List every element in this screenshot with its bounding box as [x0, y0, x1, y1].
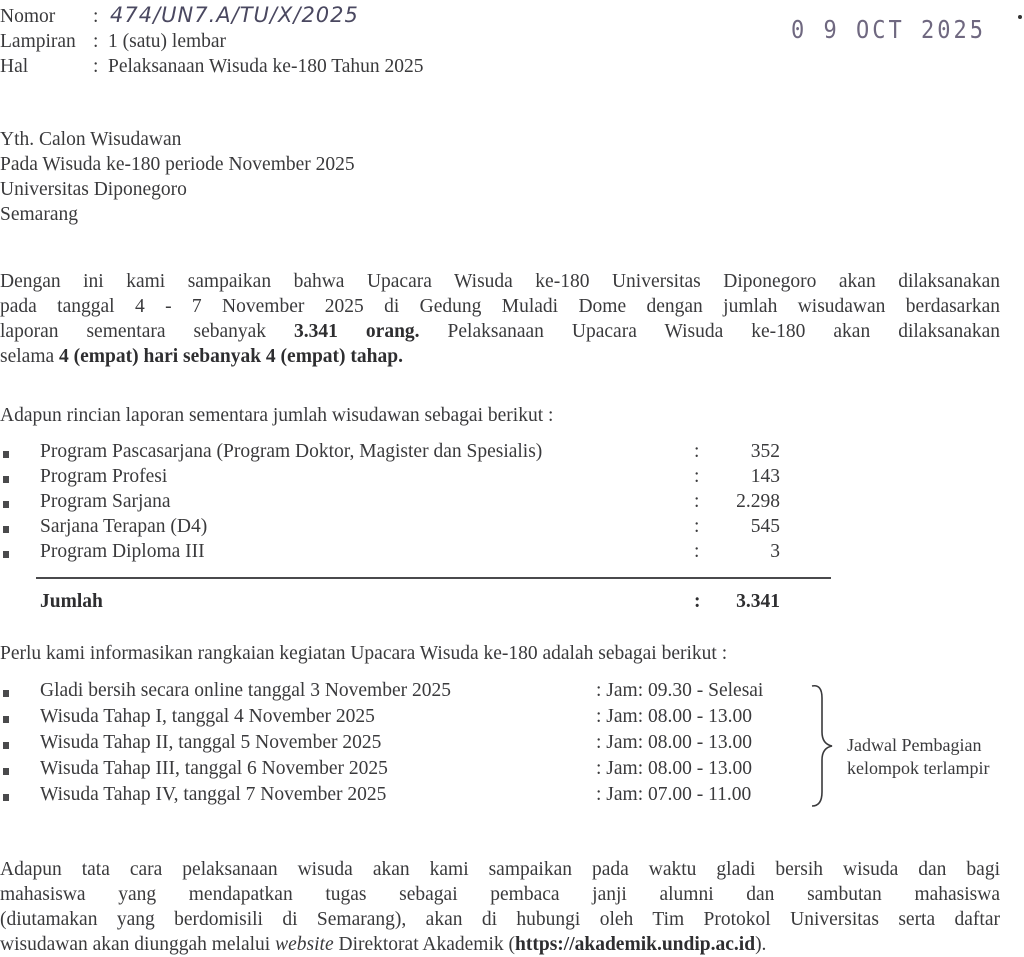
bullet-icon — [3, 794, 9, 801]
paragraph-line: pada tanggal 4 - 7 November 2025 di Gedung Muladi Dome dengan jumlah wisudawan berdasarkan — [0, 296, 1000, 317]
graduates-intro: Adapun rincian laporan sementara jumlah wisudawan sebagai berikut : — [0, 405, 554, 426]
total-divider — [36, 577, 831, 579]
graduate-total-highlight: 3.341 orang. — [294, 321, 420, 342]
field-value-hal: Pelaksanaan Wisuda ke-180 Tahun 2025 — [108, 56, 424, 77]
recipient-line: Yth. Calon Wisudawan — [0, 129, 182, 150]
total-value: 3.341 — [736, 591, 780, 612]
program-count: 545 — [750, 516, 780, 537]
event-name: Wisuda Tahap II, tanggal 5 November 2025 — [40, 732, 382, 753]
program-name: Program Profesi — [40, 466, 168, 487]
field-value-nomor: 474/UN7.A/TU/X/2025 — [110, 3, 359, 27]
program-name: Program Diploma III — [40, 541, 205, 562]
field-value-lampiran: 1 (satu) lembar — [108, 31, 227, 52]
bullet-icon — [3, 501, 9, 508]
field-separator: : — [93, 56, 99, 77]
bullet-icon — [3, 690, 9, 697]
event-time: : Jam: 08.00 - 13.00 — [596, 706, 752, 727]
akademik-website-link[interactable]: https://akademik.undip.ac.id — [515, 934, 756, 955]
field-label-hal: Hal — [0, 56, 29, 77]
row-separator: : — [694, 441, 700, 462]
duration-highlight: 4 (empat) hari sebanyak 4 (empat) tahap. — [59, 346, 403, 367]
scan-mark — [1018, 15, 1022, 19]
field-label-nomor: Nomor — [0, 6, 56, 27]
paragraph-line: Adapun tata cara pelaksanaan wisuda akan kami sampaikan pada waktu gladi bersih wisuda dan bagi — [0, 859, 1000, 880]
row-separator: : — [694, 466, 700, 487]
row-separator: : — [694, 541, 700, 562]
event-name: Wisuda Tahap IV, tanggal 7 November 2025 — [40, 784, 387, 805]
paragraph-line: selama 4 (empat) hari sebanyak 4 (empat) tahap. — [0, 346, 403, 367]
paragraph-line: mahasiswa yang mendapatkan tugas sebagai pembaca janji alumni dan sambutan mahasiswa — [0, 884, 1000, 905]
right-brace-icon — [808, 680, 838, 812]
field-separator: : — [93, 6, 99, 27]
bullet-icon — [3, 551, 9, 558]
recipient-line: Universitas Diponegoro — [0, 179, 187, 200]
event-time: : Jam: 08.00 - 13.00 — [596, 732, 752, 753]
program-count: 143 — [750, 466, 780, 487]
bullet-icon — [3, 742, 9, 749]
event-time: : Jam: 09.30 - Selesai — [596, 680, 764, 701]
field-label-lampiran: Lampiran — [0, 31, 76, 52]
recipient-line: Pada Wisuda ke-180 periode November 2025 — [0, 154, 355, 175]
paragraph-line: wisudawan akan diunggah melalui website Direktorat Akademik (https://akademik.undip.ac.id). — [0, 934, 767, 955]
schedule-note-line: Jadwal Pembagian — [847, 735, 982, 755]
paragraph-line: Dengan ini kami sampaikan bahwa Upacara Wisuda ke-180 Universitas Diponegoro akan dilaksanakan — [0, 271, 1000, 292]
bullet-icon — [3, 451, 9, 458]
bullet-icon — [3, 716, 9, 723]
program-count: 352 — [750, 441, 780, 462]
row-separator: : — [694, 516, 700, 537]
schedule-note-line: kelompok terlampir — [847, 758, 990, 778]
recipient-line: Semarang — [0, 204, 78, 225]
website-term: website — [275, 934, 334, 955]
event-time: : Jam: 07.00 - 11.00 — [596, 784, 752, 805]
paragraph-line: laporan sementara sebanyak 3.341 orang. Pelaksanaan Upacara Wisuda ke-180 akan dilaksanakan — [0, 321, 1000, 342]
row-separator: : — [694, 591, 701, 612]
program-name: Program Sarjana — [40, 491, 171, 512]
program-name: Sarjana Terapan (D4) — [40, 516, 208, 537]
event-name: Wisuda Tahap I, tanggal 4 November 2025 — [40, 706, 375, 727]
event-time: : Jam: 08.00 - 13.00 — [596, 758, 752, 779]
paragraph-line: (diutamakan yang berdomisili di Semarang), akan di hubungi oleh Tim Protokol Universitas serta daftar — [0, 909, 1000, 930]
event-name: Wisuda Tahap III, tanggal 6 November 2025 — [40, 758, 388, 779]
program-count: 2.298 — [736, 491, 780, 512]
date-stamp: 0 9 OCT 2025 — [791, 16, 986, 45]
bullet-icon — [3, 526, 9, 533]
field-separator: : — [93, 31, 99, 52]
bullet-icon — [3, 768, 9, 775]
bullet-icon — [3, 476, 9, 483]
row-separator: : — [694, 491, 700, 512]
schedule-intro: Perlu kami informasikan rangkaian kegiatan Upacara Wisuda ke-180 adalah sebagai berikut : — [0, 643, 728, 664]
program-count: 3 — [770, 541, 780, 562]
event-name: Gladi bersih secara online tanggal 3 November 2025 — [40, 680, 451, 701]
total-label: Jumlah — [40, 591, 103, 612]
program-name: Program Pascasarjana (Program Doktor, Magister dan Spesialis) — [40, 441, 543, 462]
